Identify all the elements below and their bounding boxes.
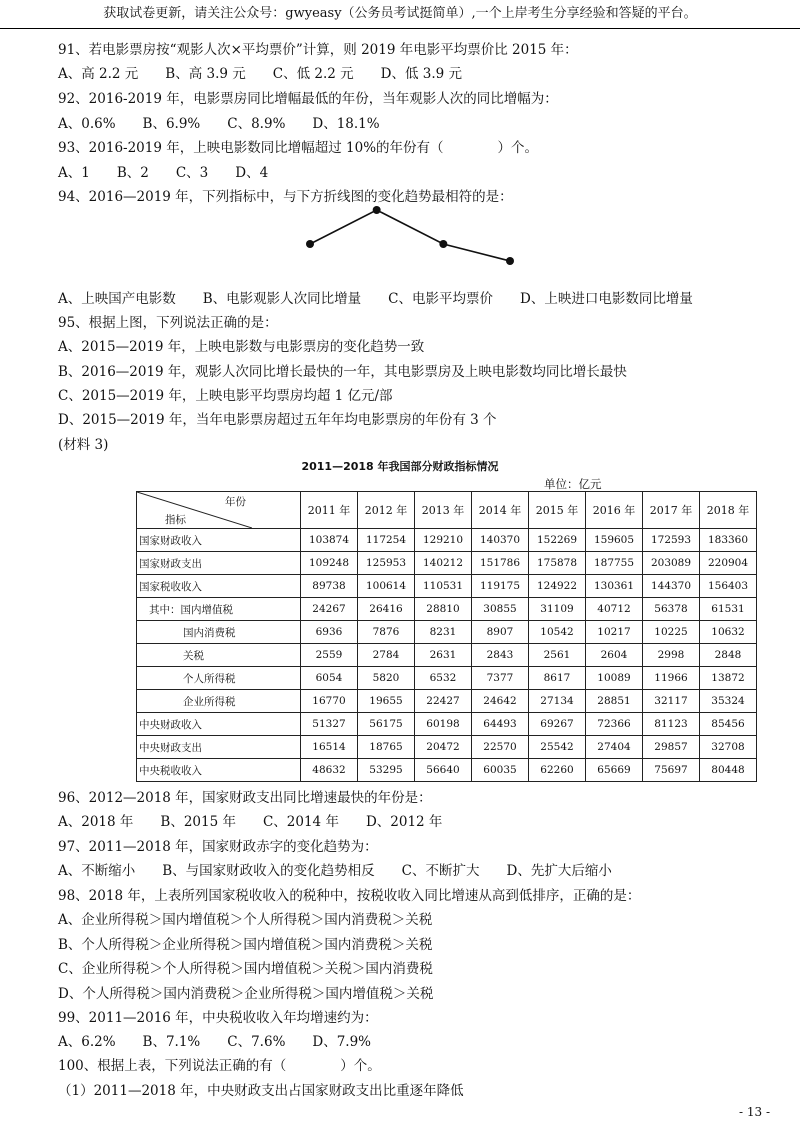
text-line: A、2015—2019 年，上映电影数与电影票房的变化趋势一致: [58, 339, 425, 355]
year-header: 2012 年: [358, 492, 415, 529]
table-cell: 2998: [643, 644, 700, 667]
table-row: [137, 552, 757, 575]
table-cell: 125953: [358, 552, 415, 575]
table-corner-cell: [137, 492, 301, 529]
row-label: 国家财政支出: [137, 552, 301, 575]
table-cell: 220904: [700, 552, 757, 575]
page-number: - 13 -: [738, 1105, 770, 1119]
table-cell: 62260: [529, 759, 586, 782]
table-cell: 151786: [472, 552, 529, 575]
table-cell: 32117: [643, 690, 700, 713]
data-point: [306, 240, 314, 248]
text-line: A、0.6% B、6.9% C、8.9% D、18.1%: [58, 116, 380, 132]
table-cell: 40712: [586, 598, 643, 621]
table-cell: 64493: [472, 713, 529, 736]
text-line: 97、2011—2018 年，国家财政赤字的变化趋势为：: [58, 839, 378, 855]
table-cell: 31109: [529, 598, 586, 621]
table-cell: 10225: [643, 621, 700, 644]
table-cell: 7377: [472, 667, 529, 690]
text-line: A、高 2.2 元 B、高 3.9 元 C、低 2.2 元 D、低 3.9 元: [58, 66, 463, 82]
text-line: A、企业所得税＞国内增值税＞个人所得税＞国内消费税＞关税: [58, 912, 433, 928]
table-cell: 16514: [301, 736, 358, 759]
text-line: （1）2011—2018 年，中央财政支出占国家财政支出比重逐年降低: [58, 1083, 464, 1099]
row-label: 国家财政收入: [137, 529, 301, 552]
page-header: 获取试卷更新，请关注公众号：gwyeasy（公务员考试挺简单）,一个上岸考生分享经验和答疑的平台。: [0, 0, 800, 29]
text-line: 93、2016-2019 年，上映电影数同比增幅超过 10%的年份有（ ）个。: [58, 140, 539, 156]
table-cell: 28851: [586, 690, 643, 713]
year-header: 2016 年: [586, 492, 643, 529]
table-header-row: [137, 492, 757, 529]
table-cell: 100614: [358, 575, 415, 598]
table-cell: 56175: [358, 713, 415, 736]
text-line: 91、若电影票房按“观影人次×平均票价”计算，则 2019 年电影平均票价比 2015 年：: [58, 42, 578, 58]
table-cell: 19655: [358, 690, 415, 713]
table-cell: 51327: [301, 713, 358, 736]
text-line: A、1 B、2 C、3 D、4: [58, 165, 269, 181]
table-cell: 30855: [472, 598, 529, 621]
table-cell: 10632: [700, 621, 757, 644]
table-cell: 5820: [358, 667, 415, 690]
table-cell: 119175: [472, 575, 529, 598]
table-cell: 24642: [472, 690, 529, 713]
table-cell: 2784: [358, 644, 415, 667]
table-cell: 124922: [529, 575, 586, 598]
table-cell: 144370: [643, 575, 700, 598]
text-line: C、2015—2019 年，上映电影平均票房均超 1 亿元/部: [58, 388, 393, 404]
text-line: B、2016—2019 年，观影人次同比增长最快的一年，其电影票房及上映电影数均同比增长最快: [58, 364, 627, 380]
table-cell: 28810: [415, 598, 472, 621]
table-row: [137, 575, 757, 598]
data-point: [506, 257, 514, 265]
table-cell: 2843: [472, 644, 529, 667]
table-cell: 175878: [529, 552, 586, 575]
table-row: [137, 621, 757, 644]
row-label: 其中：国内增值税: [137, 598, 301, 621]
trend-line-chart: [300, 200, 520, 290]
table-cell: 109248: [301, 552, 358, 575]
table-cell: 159605: [586, 529, 643, 552]
row-label: 个人所得税: [137, 667, 301, 690]
text-line: B、个人所得税＞企业所得税＞国内增值税＞国内消费税＞关税: [58, 937, 433, 953]
table-cell: 110531: [415, 575, 472, 598]
table-cell: 18765: [358, 736, 415, 759]
year-header: 2013 年: [415, 492, 472, 529]
text-line: 98、2018 年，上表所列国家税收收入的税种中，按税收收入同比增速从高到低排序，正确的是：: [58, 888, 641, 904]
table-cell: 81123: [643, 713, 700, 736]
table-cell: 140370: [472, 529, 529, 552]
row-label: 企业所得税: [137, 690, 301, 713]
row-label: 中央财政收入: [137, 713, 301, 736]
year-header: 2017 年: [643, 492, 700, 529]
table-cell: 10089: [586, 667, 643, 690]
table-cell: 80448: [700, 759, 757, 782]
year-header: 2014 年: [472, 492, 529, 529]
table-cell: 183360: [700, 529, 757, 552]
table-cell: 2559: [301, 644, 358, 667]
table-row: [137, 713, 757, 736]
table-cell: 8617: [529, 667, 586, 690]
series-line: [310, 210, 510, 261]
table-cell: 6936: [301, 621, 358, 644]
table-cell: 2631: [415, 644, 472, 667]
table-cell: 2604: [586, 644, 643, 667]
text-line: 96、2012—2018 年，国家财政支出同比增速最快的年份是：: [58, 790, 432, 806]
text-line: A、2018 年 B、2015 年 C、2014 年 D、2012 年: [58, 814, 443, 830]
table-cell: 6054: [301, 667, 358, 690]
corner-year-label: 年份: [225, 496, 246, 508]
table-cell: 22570: [472, 736, 529, 759]
table-cell: 10542: [529, 621, 586, 644]
text-line: C、企业所得税＞个人所得税＞国内增值税＞关税＞国内消费税: [58, 961, 433, 977]
text-line: 92、2016-2019 年，电影票房同比增幅最低的年份，当年观影人次的同比增幅为：: [58, 91, 558, 107]
year-header: 2018 年: [700, 492, 757, 529]
table-cell: 26416: [358, 598, 415, 621]
table-cell: 56378: [643, 598, 700, 621]
table-cell: 129210: [415, 529, 472, 552]
table-row: [137, 598, 757, 621]
table-cell: 60035: [472, 759, 529, 782]
table-cell: 25542: [529, 736, 586, 759]
fiscal-table: [136, 491, 757, 782]
table-cell: 27134: [529, 690, 586, 713]
text-line: A、6.2% B、7.1% C、7.6% D、7.9%: [58, 1034, 372, 1050]
table-row: [137, 759, 757, 782]
row-label: 中央财政支出: [137, 736, 301, 759]
table-cell: 2848: [700, 644, 757, 667]
row-label: 关税: [137, 644, 301, 667]
text-line: A、不断缩小 B、与国家财政收入的变化趋势相反 C、不断扩大 D、先扩大后缩小: [58, 863, 612, 879]
corner-indicator-label: 指标: [165, 514, 186, 526]
table-cell: 22427: [415, 690, 472, 713]
table-cell: 172593: [643, 529, 700, 552]
table-cell: 8907: [472, 621, 529, 644]
table-row: [137, 667, 757, 690]
table-cell: 61531: [700, 598, 757, 621]
table-cell: 53295: [358, 759, 415, 782]
table-row: [137, 690, 757, 713]
table-row: [137, 644, 757, 667]
table-unit: 单位：亿元: [544, 477, 602, 491]
table-cell: 20472: [415, 736, 472, 759]
table-row: [137, 736, 757, 759]
table-cell: 156403: [700, 575, 757, 598]
table-cell: 72366: [586, 713, 643, 736]
table-cell: 32708: [700, 736, 757, 759]
text-line: 100、根据上表，下列说法正确的有（ ）个。: [58, 1058, 381, 1074]
row-label: 中央税收收入: [137, 759, 301, 782]
table-cell: 187755: [586, 552, 643, 575]
table-cell: 16770: [301, 690, 358, 713]
table-row: [137, 529, 757, 552]
table-cell: 75697: [643, 759, 700, 782]
text-line: 95、根据上图，下列说法正确的是：: [58, 315, 278, 331]
year-header: 2011 年: [301, 492, 358, 529]
data-point: [373, 206, 381, 214]
table-cell: 6532: [415, 667, 472, 690]
table-cell: 89738: [301, 575, 358, 598]
row-label: 国内消费税: [137, 621, 301, 644]
text-line: (材料 3): [58, 437, 109, 453]
data-point: [439, 240, 447, 248]
table-cell: 60198: [415, 713, 472, 736]
table-cell: 13872: [700, 667, 757, 690]
table-cell: 10217: [586, 621, 643, 644]
table-cell: 24267: [301, 598, 358, 621]
table-cell: 56640: [415, 759, 472, 782]
table-cell: 11966: [643, 667, 700, 690]
table-cell: 8231: [415, 621, 472, 644]
table-cell: 29857: [643, 736, 700, 759]
table-cell: 27404: [586, 736, 643, 759]
table-cell: 7876: [358, 621, 415, 644]
text-line: A、上映国产电影数 B、电影观影人次同比增量 C、电影平均票价 D、上映进口电影数同比增量: [58, 291, 693, 307]
text-line: 99、2011—2016 年，中央税收收入年均增速约为：: [58, 1010, 378, 1026]
table-cell: 69267: [529, 713, 586, 736]
table-title: 2011—2018 年我国部分财政指标情况: [301, 460, 499, 473]
table-cell: 117254: [358, 529, 415, 552]
row-label: 国家税收收入: [137, 575, 301, 598]
year-header: 2015 年: [529, 492, 586, 529]
text-line: 94、2016—2019 年，下列指标中，与下方折线图的变化趋势最相符的是：: [58, 189, 513, 205]
table-cell: 65669: [586, 759, 643, 782]
table-cell: 103874: [301, 529, 358, 552]
table-cell: 140212: [415, 552, 472, 575]
table-cell: 35324: [700, 690, 757, 713]
table-cell: 130361: [586, 575, 643, 598]
table-cell: 48632: [301, 759, 358, 782]
table-cell: 203089: [643, 552, 700, 575]
table-cell: 2561: [529, 644, 586, 667]
text-line: D、2015—2019 年，当年电影票房超过五年年均电影票房的年份有 3 个: [58, 412, 497, 428]
text-line: D、个人所得税＞国内消费税＞企业所得税＞国内增值税＞关税: [58, 986, 434, 1002]
table-cell: 152269: [529, 529, 586, 552]
table-cell: 85456: [700, 713, 757, 736]
